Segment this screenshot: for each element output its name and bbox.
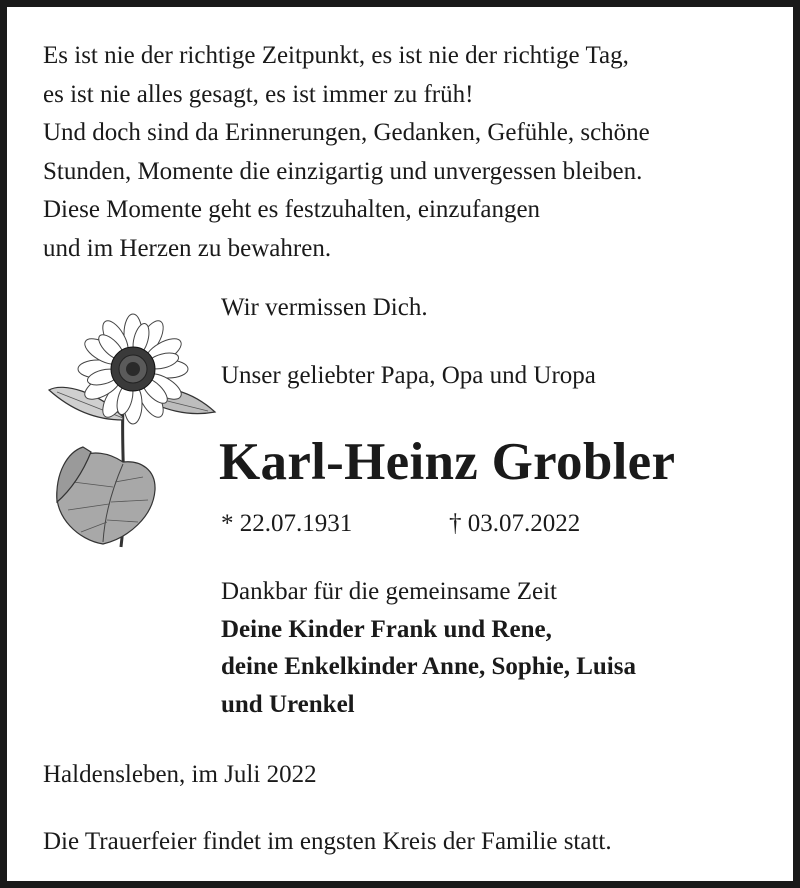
- gratitude-line: Dankbar für die gemeinsame Zeit: [221, 578, 557, 605]
- mourners-great-grandchildren: und Urenkel: [221, 690, 355, 718]
- poem-line: und im Herzen zu bewahren.: [43, 234, 332, 262]
- poem-line: Und doch sind da Erinnerungen, Gedanken, Gefühle, schöne: [43, 119, 650, 147]
- mourners-children: Deine Kinder Frank und Rene,: [221, 615, 552, 643]
- mourners-block: [221, 573, 636, 723]
- missing-you-text: Wir vermissen Dich.: [221, 294, 428, 321]
- death-date: † 03.07.2022: [449, 510, 581, 537]
- funeral-note: Die Trauerfeier findet im engsten Kreis der Familie statt.: [43, 828, 612, 855]
- deceased-name: Karl-Heinz Grobler: [219, 433, 676, 491]
- poem-line: Diese Momente geht es festzuhalten, einzufangen: [43, 196, 541, 224]
- birth-date: * 22.07.1931: [221, 510, 353, 537]
- sunflower-icon: [43, 312, 223, 552]
- place-date: Haldensleben, im Juli 2022: [43, 761, 317, 788]
- mourners-grandchildren: deine Enkelkinder Anne, Sophie, Luisa: [221, 653, 636, 680]
- poem-line: es ist nie alles gesagt, es ist immer zu früh!: [43, 80, 474, 108]
- poem-line: Stunden, Momente die einzigartig und unvergessen bleiben.: [43, 157, 643, 185]
- poem-line: Es ist nie der richtige Zeitpunkt, es ist nie der richtige Tag,: [43, 42, 629, 69]
- relation-text: Unser geliebter Papa, Opa und Uropa: [221, 362, 596, 389]
- poem: [43, 37, 650, 269]
